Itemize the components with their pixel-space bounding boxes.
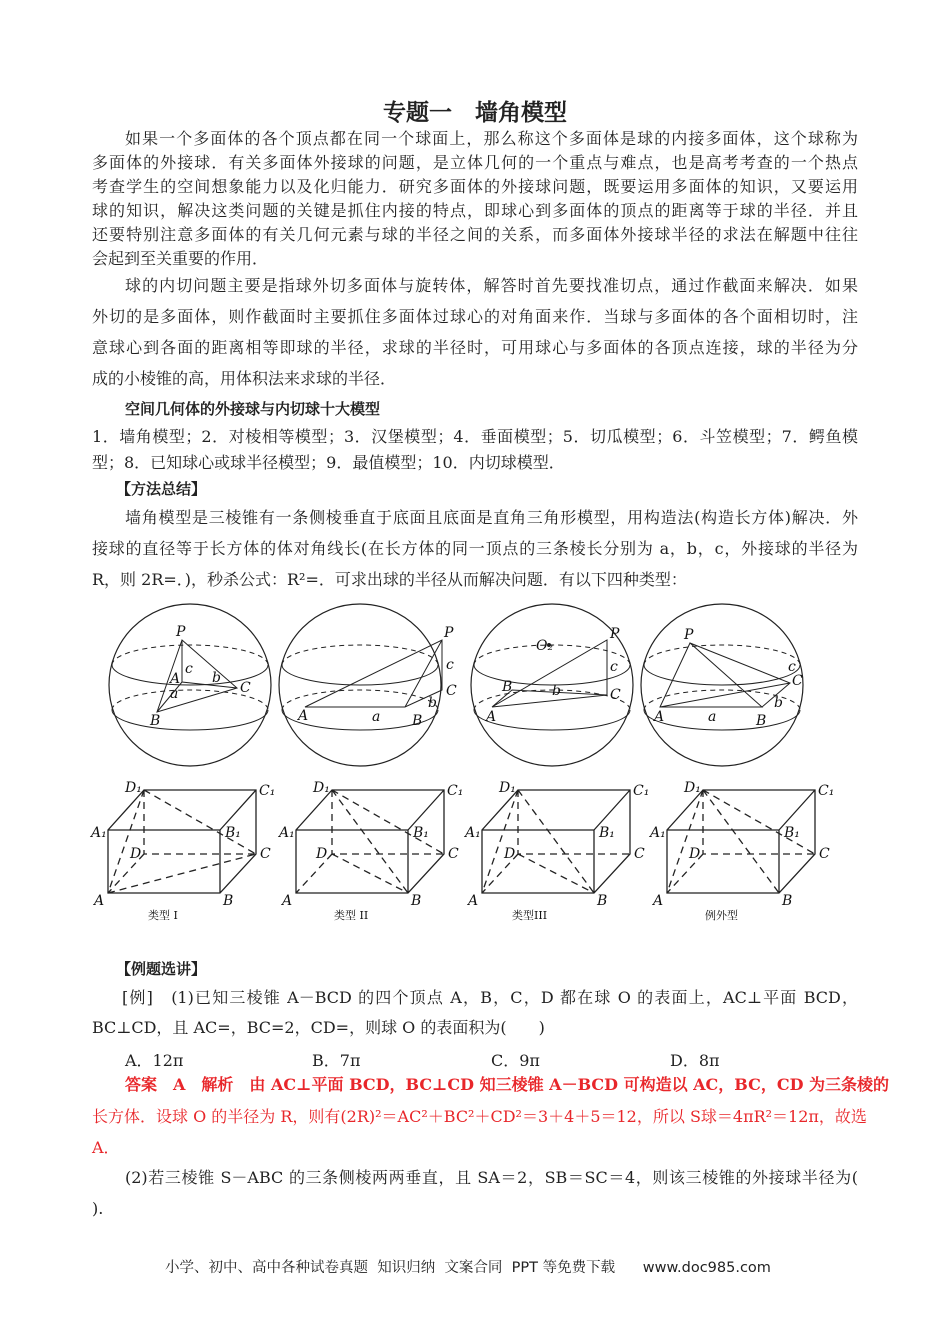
svg-text:A₁: A₁	[279, 825, 295, 841]
method-line: R，则 2R=．)，秒杀公式：R²=．可求出球的半径从而解决问题．有以下四种类型：	[92, 570, 687, 589]
svg-text:D: D	[689, 846, 701, 862]
svg-text:类型III: 类型III	[512, 909, 548, 922]
svg-text:A: A	[282, 893, 293, 909]
svg-text:A: A	[653, 893, 664, 909]
svg-text:B: B	[411, 893, 422, 909]
box-labels	[89, 780, 834, 922]
inscribed-line: 成的小棱锥的高，用体积法来求球的半径．	[92, 369, 397, 388]
models-heading: 空间几何体的外接球与内切球十大模型	[125, 400, 381, 418]
example1-line: BC⊥CD，且 AC=，BC=2，CD=，则球 O 的表面积为( )	[92, 1018, 545, 1037]
svg-text:P: P	[444, 625, 454, 641]
answer-line: A．	[92, 1138, 120, 1157]
example1-line: [例] (1)已知三棱锥 A－BCD 的四个顶点 A，B，C，D 都在球 O 的表面上，AC⊥平面 BCD，	[122, 988, 858, 1007]
svg-text:A₁: A₁	[650, 825, 666, 841]
svg-text:c: c	[610, 659, 618, 675]
svg-text:C₁: C₁	[818, 783, 835, 799]
intro-line: 还要特别注意多面体的有关几何元素与球的半径之间的关系，而多面体外接球半径的求法在解题中往往	[92, 225, 858, 244]
svg-text:C: C	[260, 846, 271, 862]
svg-text:D₁: D₁	[313, 780, 330, 796]
svg-text:C: C	[792, 673, 803, 689]
svg-text:A: A	[468, 893, 479, 909]
svg-text:B₁: B₁	[599, 825, 615, 841]
svg-text:B: B	[756, 713, 767, 729]
svg-text:D₁: D₁	[684, 780, 701, 796]
svg-text:B: B	[223, 893, 234, 909]
svg-text:C₁: C₁	[259, 783, 276, 799]
svg-text:B₁: B₁	[413, 825, 429, 841]
intro-line: 多面体的外接球．有关多面体外接球的问题，是立体几何的一个重点与难点，也是高考考查的一个热点	[92, 153, 858, 172]
sphere-figure-3	[471, 604, 633, 766]
svg-text:B: B	[150, 713, 161, 729]
svg-text:c: c	[446, 657, 454, 673]
svg-text:B: B	[412, 713, 423, 729]
box-figure-type-3	[482, 790, 630, 893]
svg-text:A: A	[654, 709, 665, 725]
option-a: A．12π	[125, 1051, 184, 1070]
answer-line: 长方体．设球 O 的半径为 R，则有(2R)²＝AC²＋BC²＋CD²＝3＋4＋5＝12，所以 S球＝4πR²＝12π，故选	[92, 1107, 867, 1126]
svg-text:c: c	[185, 661, 193, 677]
inscribed-line: 外切的是多面体，则作截面时主要抓住多面体过球心的对角面来作．当球与多面体的各个面相切时，注	[92, 307, 858, 326]
example2-line: ).	[92, 1199, 104, 1218]
svg-text:P: P	[176, 624, 186, 640]
page-title: 专题一 墙角模型	[383, 100, 567, 126]
method-line: 墙角模型是三棱锥有一条侧棱垂直于底面且底面是直角三角形模型，用构造法(构造长方体)解决．外	[125, 508, 858, 527]
svg-text:A: A	[94, 893, 105, 909]
svg-text:D: D	[316, 846, 328, 862]
svg-text:D₁: D₁	[499, 780, 516, 796]
svg-text:例外型: 例外型	[705, 909, 738, 922]
intro-line: 如果一个多面体的各个顶点都在同一个球面上，那么称这个多面体是球的内接多面体，这个球称为	[125, 129, 858, 148]
intro-line: 会起到至关重要的作用．	[92, 249, 269, 268]
svg-text:A: A	[486, 709, 497, 725]
svg-text:B: B	[782, 893, 793, 909]
svg-text:P: P	[684, 627, 694, 643]
sphere-figure-4	[641, 604, 803, 766]
svg-text:A₁: A₁	[91, 825, 107, 841]
svg-text:b: b	[774, 695, 783, 711]
svg-text:A: A	[298, 708, 309, 724]
svg-text:C: C	[610, 687, 621, 703]
svg-text:B: B	[502, 679, 513, 695]
examples-heading: 【例题选讲】	[116, 960, 207, 978]
svg-text:P: P	[610, 626, 620, 642]
sphere-figure-1	[109, 604, 271, 766]
answer-line: 答案 A 解析 由 AC⊥平面 BCD，BC⊥CD 知三棱锥 A－BCD 可构造以 AC，BC，CD 为三条棱的	[125, 1075, 890, 1094]
svg-text:b: b	[552, 683, 561, 699]
svg-text:B₁: B₁	[784, 825, 800, 841]
sphere-figure-2	[279, 604, 457, 766]
svg-text:a: a	[170, 686, 179, 702]
intro-line: 考查学生的空间想象能力以及化归能力．研究多面体的外接球问题，既要运用多面体的知识，又要运用	[92, 177, 858, 196]
svg-text:A₁: A₁	[465, 825, 481, 841]
svg-text:D₁: D₁	[125, 780, 142, 796]
footer-text: 小学、初中、高中各种试卷真题 知识归纳 文案合同 PPT 等免费下载 www.doc985.com	[165, 1260, 771, 1276]
svg-text:C: C	[448, 846, 459, 862]
box-figure-exception	[667, 790, 815, 893]
box-figure-type-2	[296, 790, 444, 893]
box-figure-type-1	[108, 790, 256, 893]
option-b: B．7π	[312, 1051, 361, 1070]
svg-text:C₁: C₁	[633, 783, 650, 799]
method-line: 接球的直径等于长方体的体对角线长(在长方体的同一顶点的三条棱长分别为 a，b，c，外接球的半径为	[92, 539, 858, 558]
svg-text:类型 I: 类型 I	[148, 909, 178, 922]
svg-text:D: D	[504, 846, 516, 862]
model-figures	[0, 595, 950, 930]
method-heading: 【方法总结】	[116, 480, 207, 498]
svg-text:类型 II: 类型 II	[334, 909, 369, 922]
option-c: C．9π	[491, 1051, 540, 1070]
svg-text:b: b	[212, 670, 221, 686]
inscribed-line: 意球心到各面的距离相等即球的半径，求球的半径时，可用球心与多面体的各顶点连接，球的半径为分	[92, 338, 858, 357]
models-line: 1．墙角模型；2．对棱相等模型；3．汉堡模型；4．垂面模型；5．切瓜模型；6．斗笠模型；7．鳄鱼模	[92, 427, 858, 446]
intro-line: 球的知识，解决这类问题的关键是抓住内接的特点，即球心到多面体的顶点的距离等于球的半径．并且	[92, 201, 858, 220]
svg-text:C₁: C₁	[447, 783, 464, 799]
svg-text:a: a	[708, 709, 717, 725]
svg-text:a: a	[372, 709, 381, 725]
svg-text:B: B	[597, 893, 608, 909]
svg-text:C: C	[446, 683, 457, 699]
svg-text:C: C	[240, 680, 251, 696]
svg-text:O₂: O₂	[536, 638, 554, 654]
svg-text:b: b	[428, 695, 437, 711]
models-line: 型；8．已知球心或球半径模型；9．最值模型；10．内切球模型．	[92, 453, 565, 472]
svg-text:B₁: B₁	[225, 825, 241, 841]
example2-line: (2)若三棱锥 S－ABC 的三条侧棱两两垂直，且 SA＝2，SB＝SC＝4，则该三棱锥的外接球半径为(	[125, 1168, 858, 1187]
svg-text:C: C	[819, 846, 830, 862]
svg-text:C: C	[634, 846, 645, 862]
inscribed-line: 球的内切问题主要是指球外切多面体与旋转体，解答时首先要找准切点，通过作截面来解决．如果	[125, 276, 858, 295]
svg-text:A: A	[170, 671, 181, 687]
svg-text:c: c	[788, 659, 796, 675]
svg-text:D: D	[130, 846, 142, 862]
option-d: D．8π	[670, 1051, 720, 1070]
